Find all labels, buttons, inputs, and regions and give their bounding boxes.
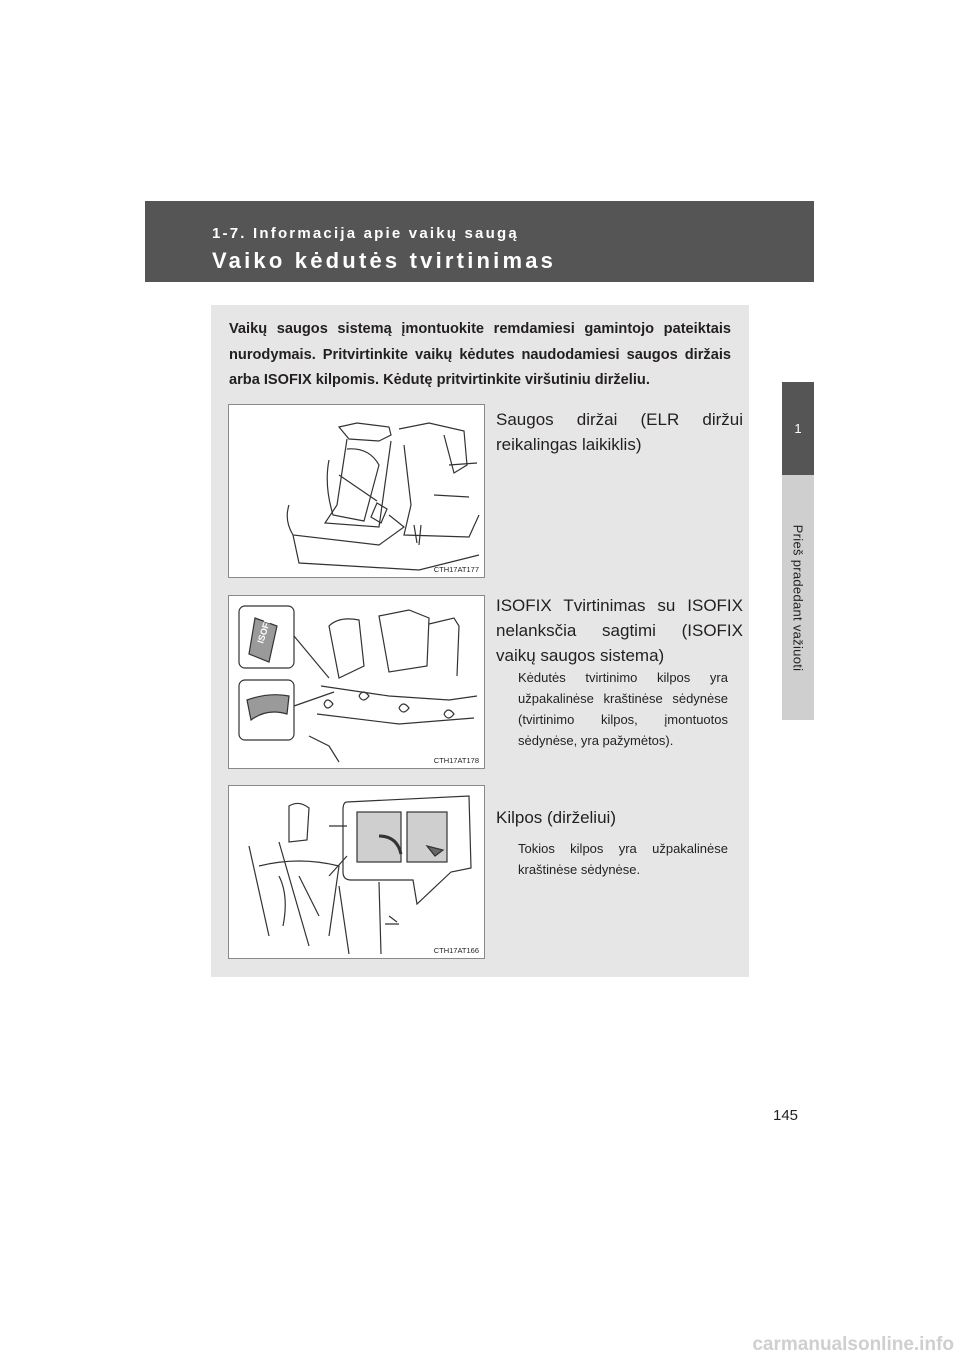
section-label: 1-7. Informacija apie vaikų saugą [212, 225, 519, 242]
isofix-tag-text: ISOFIX [255, 613, 275, 645]
chapter-number: 1 [794, 421, 802, 436]
chapter-title-tab[interactable] [782, 475, 814, 720]
figure-label: CTH17AT178 [433, 756, 479, 765]
figure-label: CTH17AT177 [433, 565, 479, 574]
item-title-isofix: ISOFIX Tvirtinimas su ISOFIX nelanksčia sagtimi (ISOFIX vaikų saugos sistema) [496, 596, 743, 665]
figure-anchor-loops [228, 785, 485, 959]
anchor-loops-illustration [229, 786, 484, 958]
content-box [211, 305, 749, 977]
header-band [145, 201, 814, 282]
page-title: Vaiko kėdutės tvirtinimas [212, 248, 557, 273]
item-title-anchor-loops: Kilpos (dirželiui) [496, 808, 616, 827]
figure-isofix [228, 595, 485, 769]
watermark: carmanualsonline.info [752, 1334, 954, 1355]
intro-text: Vaikų saugos sistemą įmontuokite remdamiesi gamintojo pateiktais nurodymais. Pritvirtinkite vaikų kėdutes naudodamiesi saugos diržais arba ISOFIX kilpomis. Kėdutę pritvirtinkite viršutiniu dirželiu. [229, 321, 731, 388]
isofix-illustration [229, 596, 484, 768]
figure-label: CTH17AT166 [433, 946, 479, 955]
seat-belt-illustration [229, 405, 484, 577]
item-title-seat-belt: Saugos diržai (ELR diržui reikalingas laikiklis) [496, 410, 743, 454]
page-number: 145 [773, 1107, 799, 1124]
item-desc-isofix: Kėdutės tvirtinimo kilpos yra užpakalinėse kraštinėse sėdynėse (tvirtinimo kilpos, įmontuotos sėdynėse, yra pažymėtos). [518, 670, 728, 748]
figure-seat-belt [228, 404, 485, 578]
chapter-title: Prieš pradedant važiuoti [790, 524, 806, 671]
item-desc-anchor-loops: Tokios kilpos yra užpakalinėse kraštinėse sėdynėse. [518, 841, 728, 877]
chapter-number-tab[interactable] [782, 382, 814, 475]
